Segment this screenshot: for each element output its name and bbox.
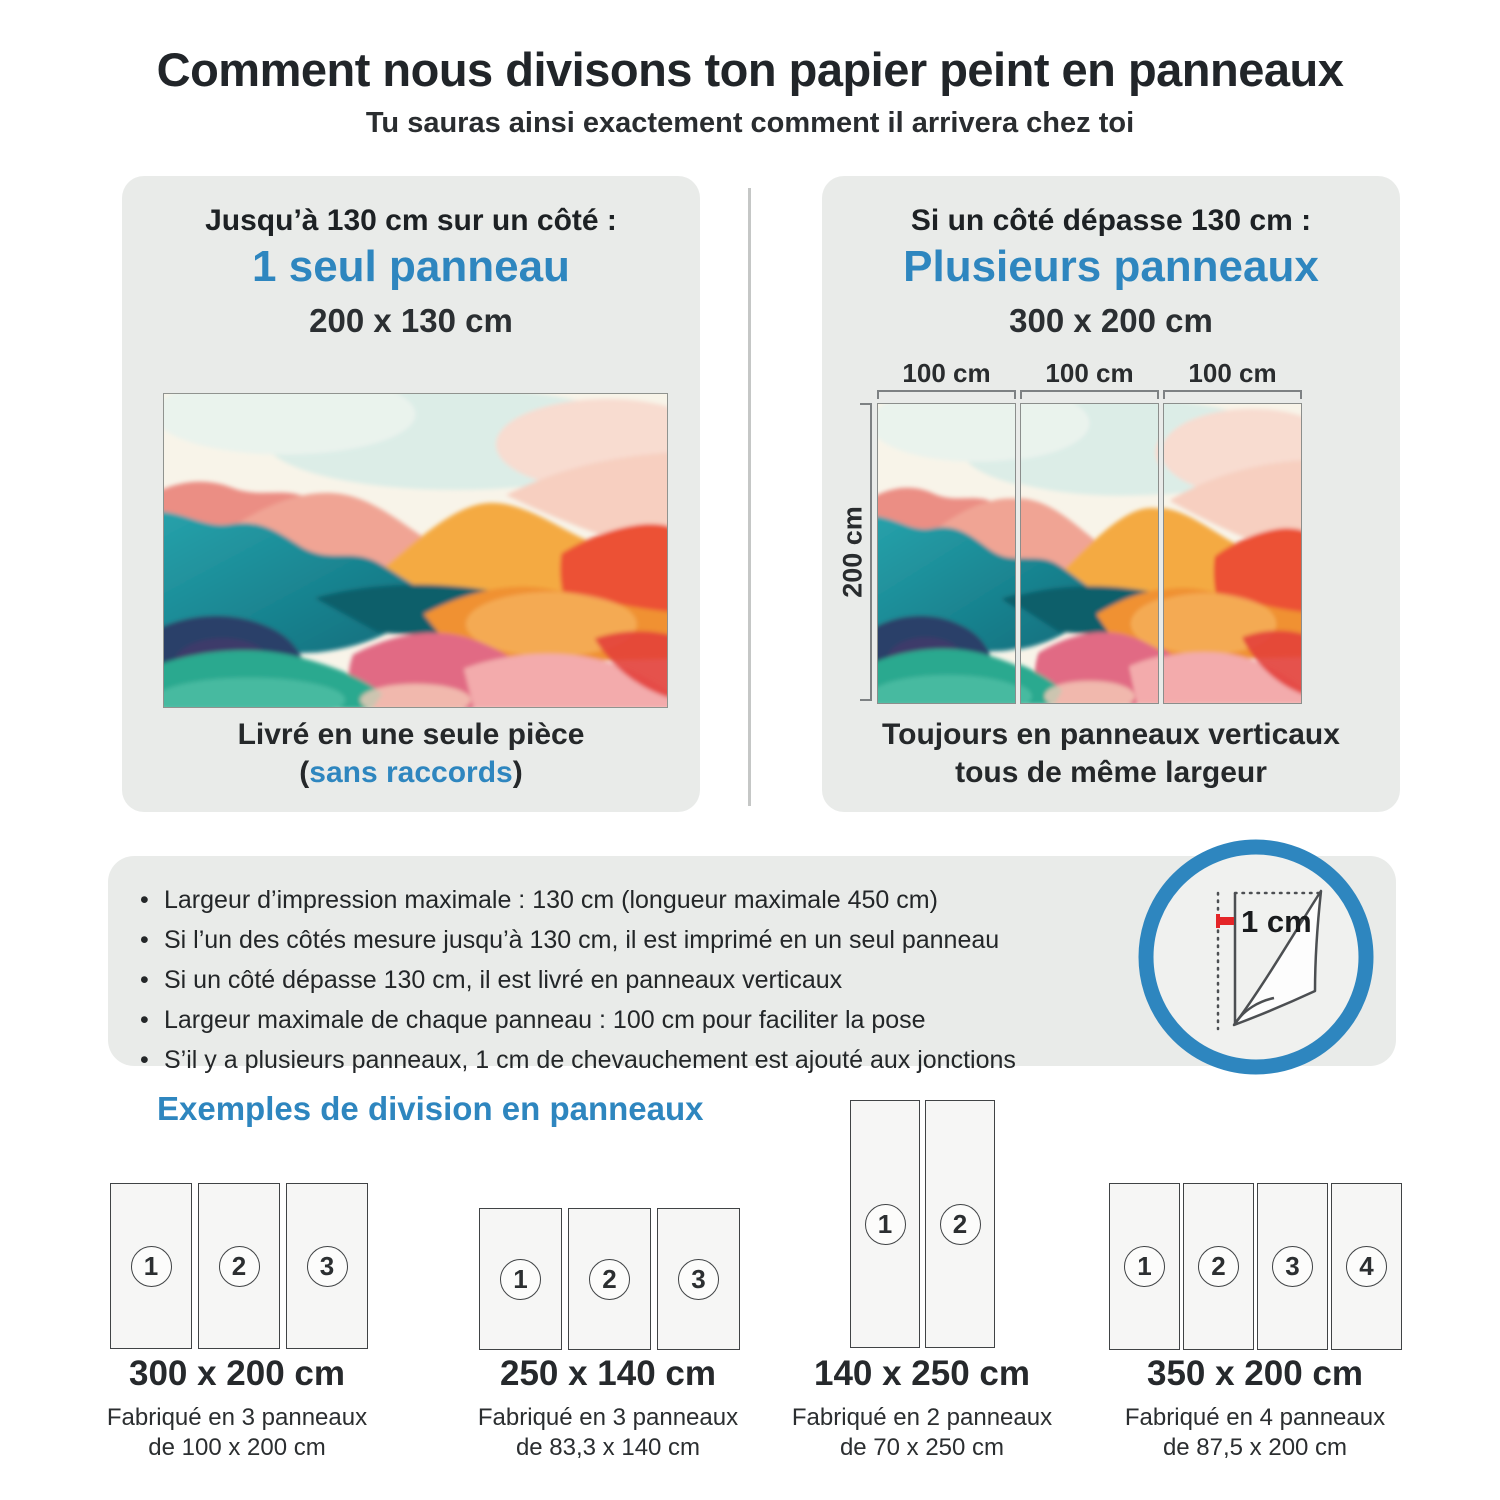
page-subtitle: Tu sauras ainsi exactement comment il arrivera chez toi	[365, 107, 1135, 139]
wallpaper-artwork	[164, 394, 667, 707]
panel-number: 3	[691, 1263, 706, 1294]
panel	[1331, 1183, 1402, 1350]
examples-heading: Exemples de division en panneaux	[157, 1090, 704, 1127]
example-caption-250x140	[438, 1354, 778, 1463]
multi-card-caption	[822, 716, 1400, 792]
panel	[1257, 1183, 1328, 1350]
wallpaper-panel-3	[1163, 403, 1302, 704]
panel-number: 1	[1137, 1251, 1152, 1281]
single-card-condition: Jusqu’à 130 cm sur un côté :	[205, 204, 617, 237]
multi-panel-card	[822, 176, 1400, 812]
example-panels-300x200	[110, 1183, 368, 1349]
wallpaper-panel-1	[877, 403, 1016, 704]
page-title: Comment nous divisons ton papier peint en panneaux	[156, 43, 1344, 96]
panel-number-badge	[1198, 1246, 1239, 1287]
rule-item: • S’il y a plusieurs panneaux, 1 cm de chevauchement est ajouté aux jonctions	[164, 1040, 1016, 1080]
single-panel-card	[122, 176, 700, 812]
caption-line-1: Toujours en panneaux verticaux	[882, 718, 1340, 751]
example-caption-350x200	[1085, 1354, 1425, 1463]
panel-width-label: 100 cm	[902, 358, 991, 388]
panel-number: 1	[877, 1208, 893, 1239]
panel	[657, 1208, 740, 1350]
rule-item: • Largeur maximale de chaque panneau : 100 cm pour faciliter la pose	[164, 1000, 1016, 1040]
page-peel-icon	[1132, 833, 1380, 1081]
example-panels-350x200	[1109, 1183, 1402, 1350]
example-detail: Fabriqué en 2 panneaux	[791, 1404, 1053, 1431]
width-bracket	[1163, 390, 1302, 399]
panel-number-badge	[865, 1204, 906, 1245]
panel-number: 2	[231, 1250, 247, 1281]
panel-number: 2	[952, 1208, 968, 1239]
rule-item: • Largeur d’impression maximale : 130 cm (longueur maximale 450 cm)	[164, 880, 1016, 920]
panel-number: 1	[513, 1263, 528, 1294]
panel	[568, 1208, 651, 1350]
multi-card-condition: Si un côté dépasse 130 cm :	[910, 204, 1312, 237]
panel-number-badge	[1272, 1246, 1313, 1287]
rule-item: • Si un côté dépasse 130 cm, il est livré en panneaux verticaux	[164, 960, 1016, 1000]
example-detail: Fabriqué en 3 panneaux	[477, 1404, 739, 1431]
panel-number: 3	[319, 1250, 335, 1281]
panel	[925, 1100, 995, 1348]
example-panels-250x140	[479, 1208, 740, 1350]
wallpaper-artwork-slice-2	[1021, 404, 1158, 703]
rules-list	[164, 880, 1016, 1080]
panel	[286, 1183, 368, 1349]
panel-number-badge	[219, 1246, 260, 1287]
cards-divider	[748, 188, 751, 806]
panel-width-label: 100 cm	[1188, 358, 1277, 388]
width-bracket	[1020, 390, 1159, 399]
example-detail: de 100 x 200 cm	[148, 1434, 326, 1461]
caption-line-1: Livré en une seule pièce	[237, 718, 585, 751]
example-dimensions: 250 x 140 cm	[499, 1354, 716, 1393]
overlap-label: 1 cm	[1241, 904, 1312, 939]
panel-number-badge	[678, 1259, 719, 1300]
example-caption-140x250	[752, 1354, 1092, 1463]
no-seams-highlight: sans raccords	[309, 756, 513, 789]
example-detail: Fabriqué en 4 panneaux	[1124, 1404, 1386, 1431]
panel	[110, 1183, 192, 1349]
rule-item: • Si l’un des côtés mesure jusqu’à 130 cm, il est imprimé en un seul panneau	[164, 920, 1016, 960]
example-detail: Fabriqué en 3 panneaux	[106, 1404, 368, 1431]
panel-number-badge	[589, 1259, 630, 1300]
wallpaper-panel-2	[1020, 403, 1159, 704]
example-panels-140x250	[850, 1100, 995, 1348]
example-detail: de 70 x 250 cm	[839, 1434, 1005, 1461]
width-bracket	[877, 390, 1016, 399]
paren-open: (	[299, 756, 310, 789]
wallpaper-artwork-slice-1	[878, 404, 1015, 703]
panel-number-badge	[307, 1246, 348, 1287]
caption-line-2: tous de même largeur	[955, 756, 1267, 789]
panel	[479, 1208, 562, 1350]
panel	[1109, 1183, 1180, 1350]
panel-number: 1	[143, 1250, 159, 1281]
multi-card-dimensions: 300 x 200 cm	[1009, 302, 1213, 339]
panel-number-badge	[500, 1259, 541, 1300]
panel-number-badge	[940, 1204, 981, 1245]
panel-number-badge	[131, 1246, 172, 1287]
panel-number: 3	[1285, 1251, 1300, 1281]
panel-width-label: 100 cm	[1045, 358, 1134, 388]
single-card-caption	[122, 716, 700, 792]
wallpaper-artwork-slice-3	[1164, 404, 1301, 703]
example-detail: de 83,3 x 140 cm	[515, 1434, 701, 1461]
panel-number-badge	[1124, 1246, 1165, 1287]
example-dimensions: 140 x 250 cm	[813, 1354, 1030, 1393]
single-panel-preview	[163, 393, 668, 708]
caption-line-2	[122, 754, 700, 792]
single-card-dimensions: 200 x 130 cm	[309, 302, 513, 339]
single-card-headline: 1 seul panneau	[252, 242, 570, 291]
multi-card-headline: Plusieurs panneaux	[903, 242, 1319, 291]
example-dimensions: 350 x 200 cm	[1146, 1354, 1363, 1393]
panel-number: 2	[602, 1263, 617, 1294]
panel-number: 2	[1211, 1251, 1226, 1281]
panel	[1183, 1183, 1254, 1350]
example-detail: de 87,5 x 200 cm	[1162, 1434, 1348, 1461]
panel-height-label: 200 cm	[837, 506, 868, 598]
panel	[850, 1100, 920, 1348]
paren-close: )	[512, 756, 523, 789]
panel	[198, 1183, 280, 1349]
panel-number: 4	[1359, 1251, 1374, 1281]
overlap-icon	[1132, 833, 1380, 1081]
example-caption-300x200	[67, 1354, 407, 1463]
example-dimensions: 300 x 200 cm	[128, 1354, 345, 1393]
panel-number-badge	[1346, 1246, 1387, 1287]
